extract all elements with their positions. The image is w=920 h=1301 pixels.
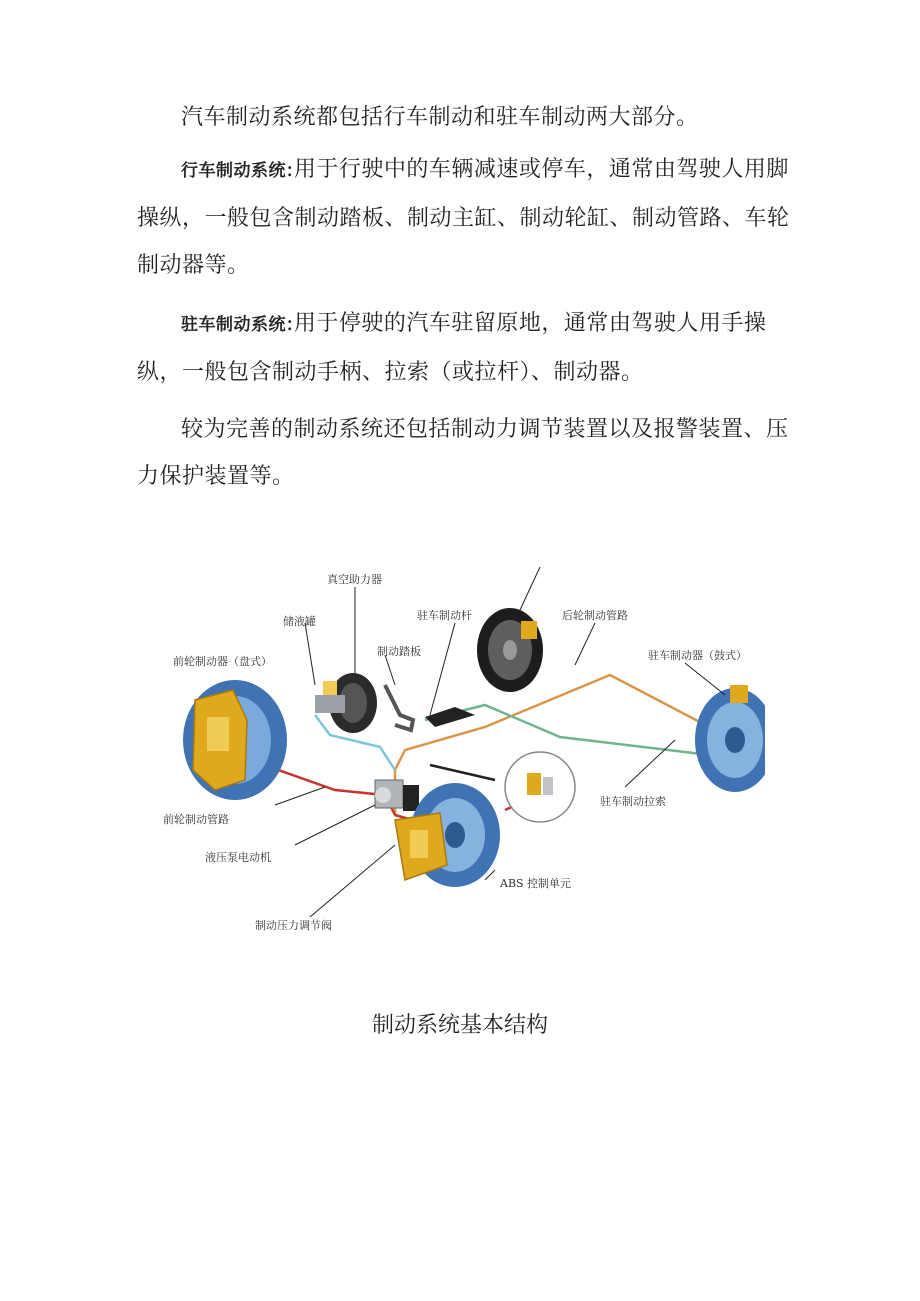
service-brake-term: 行车制动系统 [181,161,286,181]
label-abs-unit: ABS 控制单元 [500,877,572,890]
parking-brake-text: 用于停驶的汽车驻留原地，通常由驾驶人用手操纵，一般包含制动手柄、拉索（或拉杆）、制动器。 [137,311,767,385]
figure-caption: 制动系统基本结构 [371,1013,548,1038]
intro-text: 汽车制动系统都包括行车制动和驻车制动两大部分。 [181,105,699,130]
service-brake-text: 用于行驶中的车辆减速或停车，通常由驾驶人用脚操纵，一般包含制动踏板、制动主缸、制动轮缸、制动管路、车轮制动器等。 [137,157,790,278]
label-front-brake: 前轮制动器（盘式） [173,655,272,668]
parking-brake-separator: : [286,311,294,336]
brake-system-diagram [155,555,765,940]
label-rear-brake-line: 后轮制动管路 [562,609,628,622]
label-reservoir: 储液罐 [283,615,316,628]
label-vacuum-booster: 真空助力器 [327,573,382,586]
label-pressure-valve: 制动压力调节阀 [255,919,332,932]
paragraph-service-brake [137,146,797,289]
paragraph-parking-brake [137,300,797,396]
extra-text: 较为完善的制动系统还包括制动力调节装置以及报警装置、压力保护装置等。 [137,417,789,489]
abs-inset-detail [505,752,575,822]
label-pump-motor: 液压泵电动机 [205,851,271,864]
paragraph-extra [137,406,797,500]
abs-pump-assembly [375,780,419,811]
vacuum-booster [315,673,377,733]
label-parking-cable: 驻车制动拉索 [600,795,666,808]
label-brake-pedal: 制动踏板 [377,645,421,658]
label-parking-lever: 驻车制动杆 [417,609,472,622]
drum-brake-top [477,608,543,692]
parking-brake-term: 驻车制动系统 [181,315,286,335]
paragraph-intro [137,94,797,141]
service-brake-separator: : [286,157,294,182]
brake-pedal [385,685,413,730]
label-front-brake-line: 前轮制动管路 [163,813,229,826]
front-left-disc-brake [183,680,287,800]
label-parking-brake-drum: 驻车制动器（鼓式） [648,649,747,662]
rear-right-brake [695,685,765,792]
